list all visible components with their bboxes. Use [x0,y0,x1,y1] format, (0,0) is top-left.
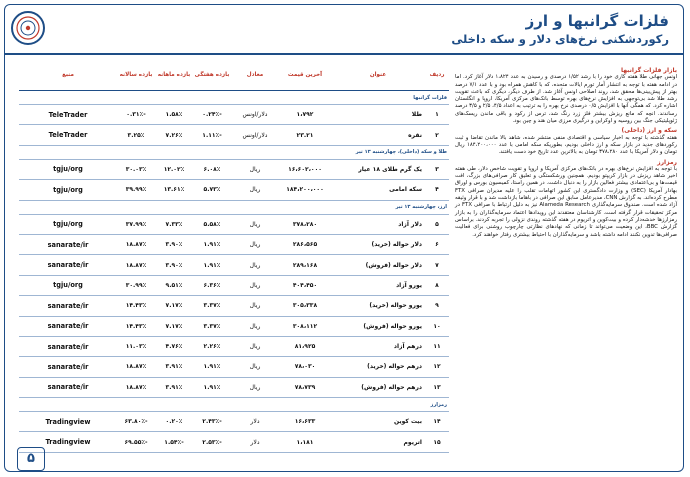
source-link: Tradingview [19,432,117,452]
row-title: دلار آزاد [331,214,425,234]
col-header: معادل [231,60,279,91]
row-number: ۲ [425,125,449,145]
weekly-return: ۶.۳۶٪ [193,275,231,295]
weekly-return: ۲.۲۶٪ [193,336,231,356]
unit: ریال [231,336,279,356]
table-row [19,432,449,452]
row-title: درهم آزاد [331,336,425,356]
col-header: منبع [19,60,117,91]
monthly-return: ۳.۹۱٪ [155,377,193,397]
section-heading: سکه و ارز (داخلی) [621,127,677,135]
section-label: طلا و سکه (داخلی)، چهارشنبه ۱۳ تیر [19,145,449,159]
weekly-return: ۵.۷۳٪ [193,180,231,200]
source-link: tgju/org [19,275,117,295]
unit: دلار/اونس [231,105,279,125]
row-title: بیت کوین [331,412,425,432]
unit: دلار [231,412,279,432]
yearly-return: -۰.۳۱٪ [117,105,155,125]
col-header: ردیف [425,60,449,91]
unit: ریال [231,234,279,254]
row-number: ۱۲ [425,357,449,377]
page-title: فلزات گرانبها و ارز [525,12,669,30]
table-section-row [19,200,449,214]
row-number: ۹ [425,296,449,316]
last-price: ۷۸،۰۳۰ [279,357,331,377]
last-price: ۴۰۴،۴۵۰ [279,275,331,295]
source-link: tgju/org [19,180,117,200]
section-body: هفته گذشته با توجه به اخبار سیاسی و اقتصادی منفی منتشر شده، شاهد بالا ماندن تقاضا و ثبت رکوردهای جدید در بازار سکه و ارز داخلی بودیم، بطوریکه سکه امامی با عدد ۱۸۴،۲۰۰،۰۰۰ ریال تومان و دلار آمریکا با عدد ۳۷۸،۲۸۰ تومان به بالاترین عدد تاریخ خود دست یافتند. [455,134,677,156]
header-divider [5,53,683,55]
row-number: ۸ [425,275,449,295]
source-link: sanarate/ir [19,316,117,336]
weekly-return: -۱.۱۱٪ [193,125,231,145]
row-title: طلا [331,105,425,125]
last-price: ۱۶،۶۳۳ [279,412,331,432]
weekly-return: ۵.۵۸٪ [193,214,231,234]
row-number: ۳ [425,159,449,179]
source-link: tgju/org [19,159,117,179]
last-price: ۳۰۸،۱۱۲ [279,316,331,336]
unit: دلار/اونس [231,125,279,145]
unit: ریال [231,214,279,234]
last-price: ۱۸۴،۲۰۰،۰۰۰ [279,180,331,200]
monthly-return: ۹.۵۱٪ [155,275,193,295]
section-heading: رمزارز [657,158,677,166]
row-number: ۱ [425,105,449,125]
page-subtitle: رکوردشکنی نرخ‌های دلار و سکه داخلی [451,32,669,46]
yearly-return: ۱۸.۸۷٪ [117,234,155,254]
monthly-return: ۰.۲۰٪ [155,412,193,432]
monthly-return: ۳.۹۰٪ [155,234,193,254]
col-header: بازده سالانه [117,60,155,91]
row-title: درهم حواله (فروش) [331,377,425,397]
page-frame [4,4,684,472]
table-row [19,275,449,295]
weekly-return: ۱.۹۱٪ [193,377,231,397]
source-link: sanarate/ir [19,296,117,316]
source-link: tgju/org [19,214,117,234]
last-price: ۷۸،۷۳۹ [279,377,331,397]
monthly-return: ۷.۳۳٪ [155,214,193,234]
row-title: دلار حواله (فروش) [331,255,425,275]
market-table [19,60,449,453]
weekly-return: -۰.۲۴٪ [193,105,231,125]
yearly-return: ۳۹.۹۹٪ [117,180,155,200]
row-title: یورو حواله (خرید) [331,296,425,316]
source-link: TeleTrader [19,105,117,125]
unit: ریال [231,316,279,336]
table-row [19,296,449,316]
table-row [19,412,449,432]
table-row [19,336,449,356]
table-row [19,159,449,179]
last-price: ۳۷۸،۲۸۰ [279,214,331,234]
monthly-return: ۳.۹۰٪ [155,255,193,275]
last-price: ۱،۷۹۲ [279,105,331,125]
weekly-return: ۱.۹۱٪ [193,234,231,254]
yearly-return: ۳۰.۹۹٪ [117,275,155,295]
col-header: عنوان [331,60,425,91]
unit: دلار [231,432,279,452]
unit: ریال [231,180,279,200]
section-body: با توجه به افزایش نرخ‌های بهره در بانک‌های مرکزی آمریکا و اروپا و تقویت شاخص دلار، طی هفته اخیر شاهد ریزش در بازار کریپتو بودیم. همچنین ورشکستگی و تعلیق کار صرافی‌های بزرگ، افت قیمت‌ها و بی‌اعتمادی بیشتر فعالین بازار را به دنبال داشت. در همین راستا، کمیسیون بورس و اوراق بهادار آمریکا (SEC) و وزارت دادگستری این کشور اتهامات تقلب را علیه مدیران صرافی FTX مطرح کرده‌اند. به گزارش CNN، مدیرعامل سابق این صرافی در باهاما بازداشت شد و با قرار وثیقه آزاد شده است. صندوق سرمایه‌گذاری Alameda Research نیز به دلیل ارتباط با صرافی FTX در مرکز تحقیقات قرار گرفته است. کارشناسان معتقدند این رویدادها اعتماد سرمایه‌گذاران را به بازار رمزارزها خدشه‌دار کرده و بیت‌کوین و اتریوم در هفته گذشته روندی نزولی را تجربه کردند. براساس گزارش BBC، این وضعیت می‌تواند تا زمانی که نهادهای نظارتی چارچوب روشنی برای فعالیت صرافی‌ها تدوین نکنند ادامه داشته باشد و سرمایه‌گذاران با احتیاط بیشتری رفتار خواهند کرد. [455,165,678,238]
table-row [19,316,449,336]
monthly-return: ۱.۵۸٪ [155,105,193,125]
yearly-return: ۳.۲۵٪ [117,125,155,145]
yearly-return: ۱۴.۴۳٪ [117,296,155,316]
last-price: ۲۸۹،۱۶۸ [279,255,331,275]
row-title: یورو آزاد [331,275,425,295]
table-section-row [19,91,449,105]
section-label: فلزات گرانبها [19,91,449,105]
unit: ریال [231,275,279,295]
row-title: یک گرم طلای ۱۸ عیار [331,159,425,179]
section-body: اونس جهانی طلا هفته کاری خود را با رشد ۱/۵۲ درصدی و رسیدن به عدد ۱،۸۲۴ دلار آغاز کرد. اما در ادامه هفته با توجه به انتشار آمار تورم ایالات متحده، که با کاهش همراه بود و با عدد ۷/۱ درصد بهتر از پیش‌بینی‌ها محقق شد، روند اصلاحی اونس آغاز شد. از طرف دیگر، دیگری که باعث تقویت رشد طلا شد بی‌توجهی به افزایش نرخ‌های بهره توسط بانک‌های مرکزی آمریکا، اروپا و انگلستان اشاره کرد. که همگی آنها با افزایش ۰/۵ درصدی نرخ بهره را به ترتیب به اعداد ۴/۵، ۲/۵ و ۳/۵ درصد رساندند. انچه که مانع ریزش بیشتر فلز زرد رنگ شد، ترس از رکود و باقی ماندن ریسک‌های ژئوپلیتیکی جنگ بین روسیه و اوکراین و درگیری مرزی میان هند و چین بود. [455,74,678,125]
row-number: ۴ [425,180,449,200]
row-title: اتریوم [331,432,425,452]
yearly-return: -۶۹.۵۵٪ [117,432,155,452]
logo-emblem-icon [15,15,41,41]
monthly-return: ۷.۲۶٪ [155,125,193,145]
source-link: sanarate/ir [19,357,117,377]
last-price: ۲۸۶،۵۶۵ [279,234,331,254]
monthly-return: -۱.۵۴٪ [155,432,193,452]
last-price: ۸۱،۹۲۵ [279,336,331,356]
logo [11,11,45,45]
weekly-return: -۲.۴۳٪ [193,412,231,432]
weekly-return: -۲.۵۳٪ [193,432,231,452]
yearly-return: ۱۱.۰۳٪ [117,336,155,356]
source-link: sanarate/ir [19,336,117,356]
unit: ریال [231,255,279,275]
table-body [19,91,449,453]
table-row [19,214,449,234]
table-section-row [19,398,449,412]
commentary-column [455,65,677,241]
table-row [19,180,449,200]
source-link: sanarate/ir [19,234,117,254]
section-heading: بازار فلزات گرانبها [620,67,677,74]
yearly-return: ۳۰.۰۳٪ [117,159,155,179]
row-number: ۷ [425,255,449,275]
col-header: بازده ماهانه [155,60,193,91]
unit: ریال [231,159,279,179]
yearly-return: ۳۷.۹۹٪ [117,214,155,234]
row-number: ۶ [425,234,449,254]
table-row [19,125,449,145]
row-number: ۱۵ [425,432,449,452]
table-row [19,234,449,254]
section-label: رمزارز [19,398,449,412]
row-title: دلار حواله (خرید) [331,234,425,254]
monthly-return: ۴.۷۶٪ [155,336,193,356]
yearly-return: ۱۴.۴۳٪ [117,316,155,336]
col-header: بازده هفتگی [193,60,231,91]
monthly-return: ۷.۱۷٪ [155,296,193,316]
unit: ریال [231,296,279,316]
row-title: سکه امامی [331,180,425,200]
row-number: ۱۴ [425,412,449,432]
page-number: ۵ [17,447,45,471]
row-title: یورو حواله (فروش) [331,316,425,336]
yearly-return: ۱۸.۸۷٪ [117,255,155,275]
row-number: ۱۱ [425,336,449,356]
last-price: ۳۰۵،۳۳۸ [279,296,331,316]
last-price: ۱،۱۸۱ [279,432,331,452]
monthly-return: ۷.۱۷٪ [155,316,193,336]
source-link: Tradingview [19,412,117,432]
monthly-return: ۳.۹۱٪ [155,357,193,377]
col-header: آخرین قیمت [279,60,331,91]
weekly-return: ۳.۳۷٪ [193,296,231,316]
yearly-return: ۱۸.۸۷٪ [117,357,155,377]
unit: ریال [231,357,279,377]
last-price: ۲۳.۲۱ [279,125,331,145]
table-section-row [19,145,449,159]
weekly-return: ۶.۰۸٪ [193,159,231,179]
yearly-return: ۱۸.۸۷٪ [117,377,155,397]
source-link: sanarate/ir [19,377,117,397]
source-link: sanarate/ir [19,255,117,275]
table-row [19,377,449,397]
row-number: ۱۳ [425,377,449,397]
table-row [19,105,449,125]
table-header-row [19,60,449,91]
weekly-return: ۱.۹۱٪ [193,255,231,275]
last-price: ۱۶،۶۰۲،۰۰۰ [279,159,331,179]
yearly-return: -۶۳.۸۰٪ [117,412,155,432]
weekly-return: ۳.۳۷٪ [193,316,231,336]
table-row [19,357,449,377]
unit: ریال [231,377,279,397]
row-number: ۱۰ [425,316,449,336]
row-title: درهم حواله (خرید) [331,357,425,377]
row-title: نقره [331,125,425,145]
source-link: TeleTrader [19,125,117,145]
row-number: ۵ [425,214,449,234]
monthly-return: ۱۳.۶۱٪ [155,180,193,200]
weekly-return: ۱.۹۱٪ [193,357,231,377]
section-label: ارز، چهارشنبه ۱۳ تیر [19,200,449,214]
table-row [19,255,449,275]
monthly-return: ۱۲.۰۲٪ [155,159,193,179]
